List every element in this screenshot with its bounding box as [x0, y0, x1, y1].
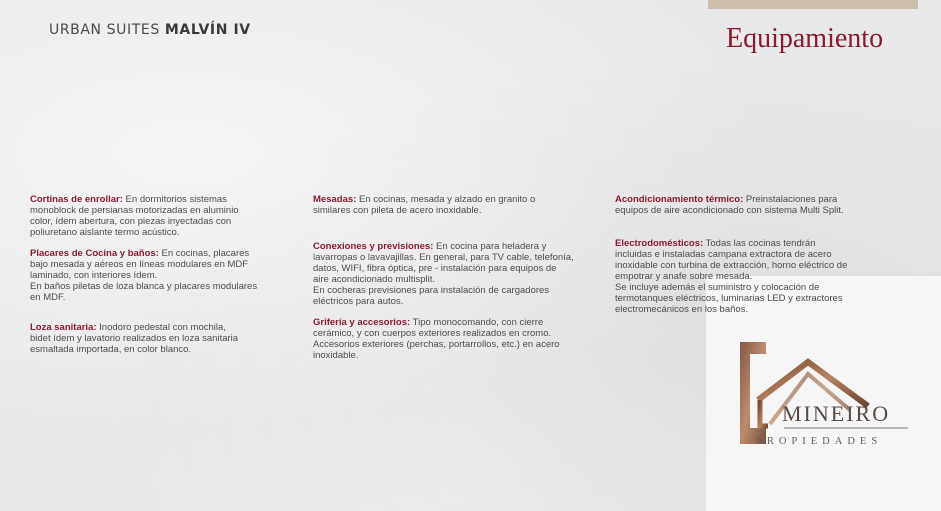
logo-tagline: PROPIEDADES	[756, 436, 883, 447]
feature-text: Todas las cocinas tendrán incluidas e instaladas campana extractora de acero inoxidable con turbina de extracción, horno eléctrico de empotrar y anafe sobre mesada. Se incluye además el suministro y colocación de termotanques eléctricos, luminarias LED y extractores electromecánicos en los baños.	[615, 238, 848, 315]
feature-cortinas	[30, 194, 280, 238]
feature-text: En cocina para heladera y lavarropas o lavavajillas. En general, para TV cable, telefonía, datos, WIFI, fibra óptica, pre - instalación para equipos de aire acondicionado multisplit. En cocheras previsiones para instalación de cargadores eléctricos para autos.	[313, 241, 574, 307]
feature-loza	[30, 322, 280, 355]
feature-conexiones	[313, 241, 583, 307]
feature-text: Preinstalaciones para equipos de aire acondicionado con sistema Multi Split.	[615, 194, 844, 216]
mineiro-logo	[738, 340, 913, 450]
feature-text: En cocinas, placares bajo mesada y aéreos en líneas modulares en MDF laminado, con interiores ídem. En baños piletas de loza blanca y placares modulares en MDF.	[30, 248, 258, 303]
feature-electrodomesticos	[615, 238, 880, 315]
feature-heading: Mesadas:	[313, 194, 357, 205]
section-title: Equipamiento	[726, 23, 884, 54]
brand-name: MALVÍN IV	[164, 22, 251, 38]
feature-heading: Cortinas de enrollar:	[30, 194, 123, 205]
project-brand	[49, 22, 251, 38]
feature-griferia	[313, 317, 583, 361]
feature-heading: Placares de Cocina y baños:	[30, 248, 159, 259]
features-column-2	[313, 194, 583, 371]
feature-heading: Grifería y accesorios:	[313, 317, 411, 328]
feature-placares	[30, 248, 280, 303]
feature-heading: Acondicionamiento térmico:	[615, 194, 744, 205]
feature-heading: Loza sanitaria:	[30, 322, 97, 333]
house-logo-icon	[738, 340, 913, 450]
feature-text: En dormitorios sistemas monoblock de persianas motorizadas en aluminio color, ídem abertura, con piezas inyectadas con poliuretano aislante termo acústico.	[30, 194, 239, 238]
logo-name: MINEIRO	[782, 401, 891, 426]
features-column-3	[615, 194, 880, 325]
brand-prefix: URBAN SUITES	[49, 22, 165, 38]
feature-text: Inodoro pedestal con mochila, bidet ídem y lavatorio realizados en loza sanitaria esmaltada importada, en color blanco.	[30, 322, 239, 355]
feature-text: Tipo monocomando, con cierre cerámico, y con cuerpos exteriores realizados en cromo. Accesorios exteriores (perchas, portarrollos, etc.) en acero inoxidable.	[313, 317, 560, 361]
feature-heading: Conexiones y previsiones:	[313, 241, 434, 252]
feature-mesadas	[313, 194, 583, 216]
feature-text: En cocinas, mesada y alzado en granito o similares con pileta de acero inoxidable.	[313, 194, 536, 216]
feature-heading: Electrodomésticos:	[615, 238, 704, 249]
features-column-1	[30, 194, 280, 365]
feature-acondicionamiento	[615, 194, 880, 216]
top-accent-bar	[708, 0, 918, 9]
